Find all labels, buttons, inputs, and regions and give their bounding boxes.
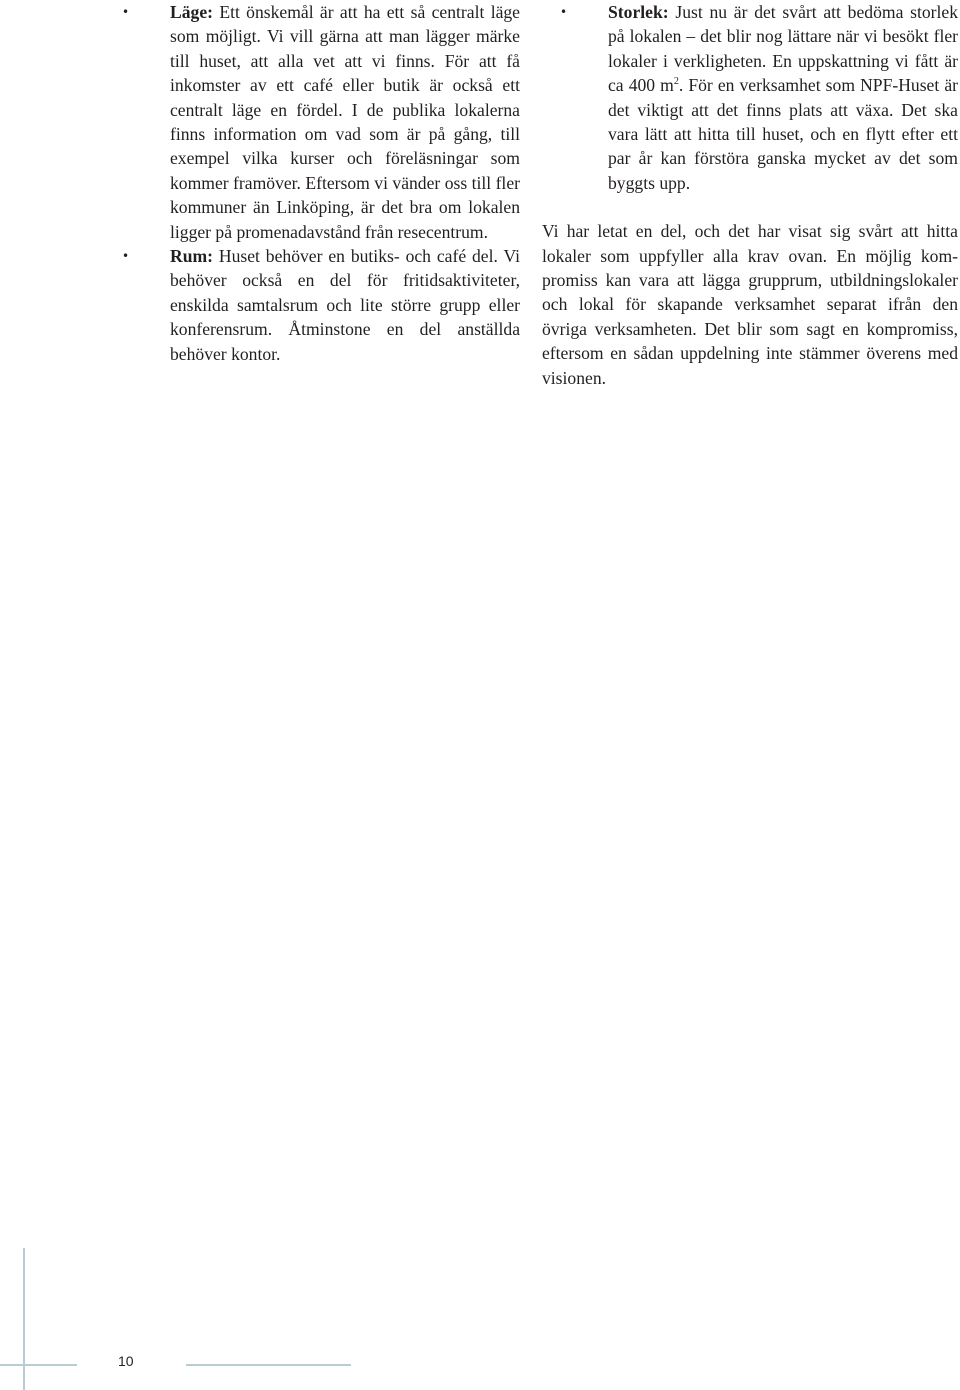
text-storlek-after: . För en verksamhet som NPF-Huset är det viktigt att det finns plats att växa. Det ska vara lätt att hitta till huset, och en flytt efter ett par år kan förstöra ganska mycket av det som byggts upp.	[608, 75, 958, 193]
page-number: 10	[118, 1353, 134, 1369]
right-column	[542, 0, 958, 390]
list-item-lage	[122, 0, 520, 244]
term-rum: Rum:	[170, 246, 214, 267]
area-superscript: 2	[673, 76, 679, 88]
bullet-icon: •	[122, 5, 130, 19]
crop-mark-horizontal-left	[0, 1364, 77, 1366]
term-lage: Läge:	[170, 2, 213, 22]
crop-mark-vertical	[23, 1248, 25, 1390]
crop-mark-horizontal-right	[186, 1364, 351, 1366]
list-item-rum	[122, 244, 520, 366]
text-storlek-before: Just nu är det svårt att bedöma storlek på lokalen – det blir nog lättare när vi besökt fler lokaler i verkligheten. En uppskattning vi fått är ca 400 m	[608, 2, 958, 96]
list-item-storlek	[542, 0, 958, 195]
text-rum: Huset behöver en butiks- och café del. Vi behöver också en del för fritidsaktiviteter, enskilda samtalsrum och lite större grupp eller konferensrum. Åtminstone en del anställda behöver kontor.	[170, 246, 520, 364]
term-storlek: Storlek:	[608, 2, 669, 22]
left-column	[122, 0, 520, 366]
text-lage: Ett önskemål är att ha ett så centralt läge som möjligt. Vi vill gärna att man lägger märke till huset, att alla vet att vi finns. För att få inkomster av ett café eller butik är också ett centralt läge en fördel. I de publika lokalerna finns information om vad som är på gång, till exempel vilka kurser och föreläsningar som kommer framöver. Eftersom vi vänder oss till fler kommuner än Linköping, är det bra om lokalen ligger på promenadavstånd från resecentrum.	[170, 2, 520, 242]
right-bullet-list	[542, 0, 958, 195]
left-bullet-list	[122, 0, 520, 366]
body-paragraph: Vi har letat en del, och det har visat sig svårt att hitta lokaler som uppfyller alla krav ovan. En möjlig kompromiss kan vara att lägga grupprum, utbildningslokaler och lokal för skapande verksamhet separat ifrån den övriga verksamheten. Det blir som sagt en kompromiss, eftersom en sådan uppdelning inte stämmer överens med visionen.	[542, 221, 958, 388]
bullet-icon: •	[122, 249, 130, 264]
bullet-icon: •	[560, 5, 568, 19]
